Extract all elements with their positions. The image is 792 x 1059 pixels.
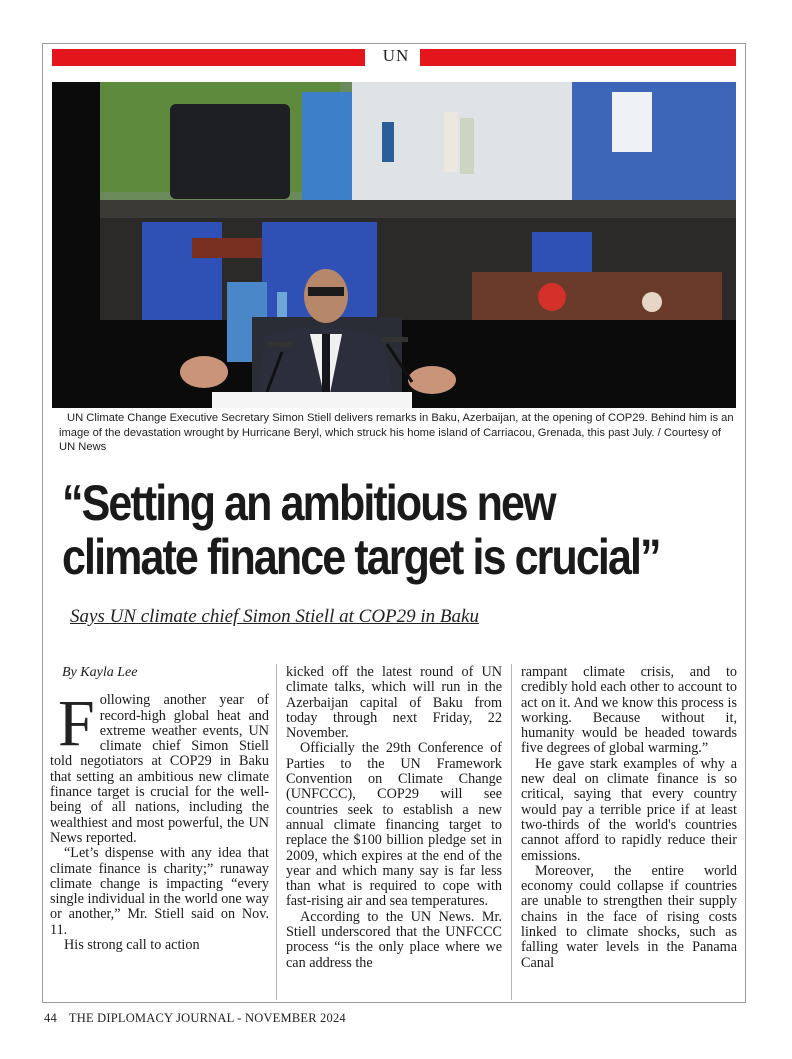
paragraph: His strong call to action [64, 937, 200, 954]
lead-photo [52, 82, 736, 408]
paragraph: kicked off the latest round of UN climate talks, which will run in the Azerbaijan capital of Baku from today through next Friday, 22 November. [286, 664, 502, 742]
headline-line-1: “Setting an ambitious new [62, 475, 555, 531]
paragraph: Following another year of record-high global heat and extreme weather events, UN climate chief Simon Stiell told negotiators at COP29 in Baku that setting an ambitious new climate finance target is crucial for the well-being of all nations, including the wealthiest and most powerful, the UN News reported. [50, 687, 269, 846]
svg-text:Simon Stiell: Simon Stiell [62, 402, 67, 403]
section-bar-right [420, 49, 736, 66]
paragraph: “Let’s dispense with any idea that climate finance is charity;” runaway climate change is impacting “every single individual in the world one way or another,” Mr. Stiell said on Nov. 11. [50, 845, 269, 938]
paragraph: He gave stark examples of why a new deal on climate finance is so critical, saying that every country would pay a terrible price if at least two-thirds of the world's countries cannot afford to rapidly reduce their emissions. [521, 755, 737, 864]
photo-illustration [52, 82, 736, 408]
headline [62, 475, 660, 585]
article-column-3 [521, 665, 737, 971]
paragraph: Officially the 29th Conference of Parties to the UN Framework Convention on Climate Change (UNFCCC), COP29 will see countries seek to establish a new annual climate financing target to replace the $100 billion pledge set in 2009, which expires at the end of the year and which many say is far less than what is required to cope with fast-rising air and sea temperatures. [286, 740, 502, 910]
section-bar-left [52, 49, 365, 66]
publication-name: THE DIPLOMACY JOURNAL - NOVEMBER 2024 [68, 1011, 346, 1025]
dropcap: F [58, 687, 95, 761]
article-column-1 [50, 665, 269, 953]
paragraph: rampant climate crisis, and to credibly hold each other to account to act on it. And we know this process is working. Because without it, humanity would be headed towards five degrees of global warming.” [521, 664, 737, 757]
paragraph: According to the UN News. Mr. Stiell underscored that the UNFCCC process “is the only place where we can address the [286, 908, 502, 971]
page-number: 44 [44, 1011, 57, 1025]
deck-subtitle: Says UN climate chief Simon Stiell at COP29 in Baku [70, 606, 479, 627]
paragraph: Moreover, the entire world economy could collapse if countries are unable to strengthen their supply chains in the face of rising costs linked to climate shocks, such as falling water levels in the Panama Canal [521, 862, 737, 971]
page-footer [44, 1011, 358, 1026]
article-column-2 [286, 665, 502, 971]
section-label: UN [382, 46, 410, 65]
photo-caption: UN Climate Change Executive Secretary Simon Stiell delivers remarks in Baku, Azerbaijan, at the opening of COP29. Behind him is an image of the devastation wrought by Hurricane Beryl, which struck his home island of Carriacou, Grenada, this past July. / Courtesy of UN News [59, 412, 734, 453]
column-rule-1 [276, 664, 277, 1000]
headline-line-2: climate finance target is crucial” [62, 529, 660, 585]
byline: By Kayla Lee [62, 665, 138, 680]
column-rule-2 [511, 664, 512, 1000]
